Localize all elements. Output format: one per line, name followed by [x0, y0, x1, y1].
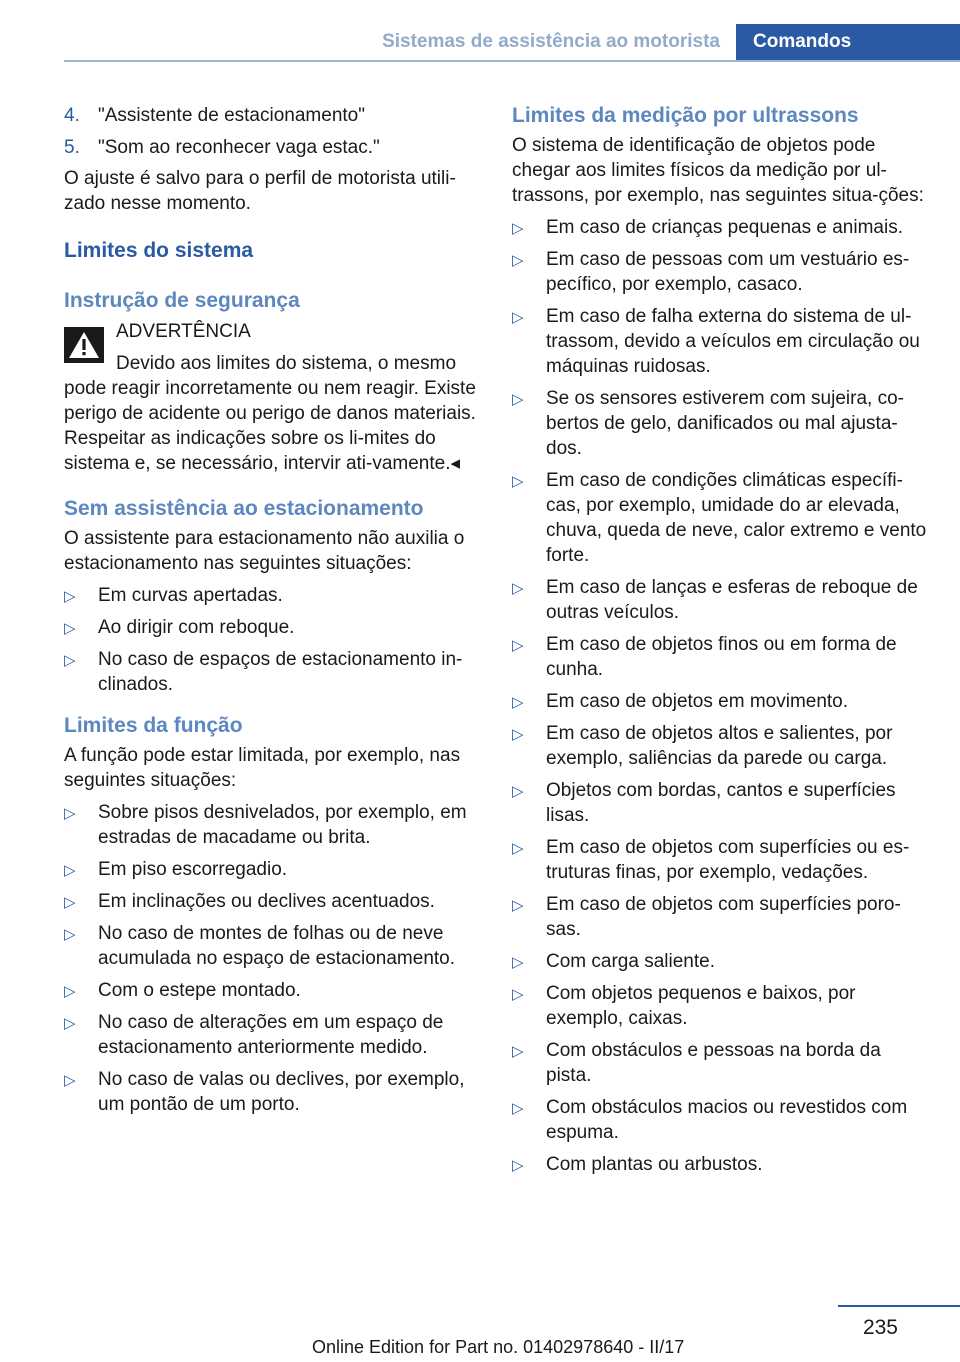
warning-text: Devido aos limites do sistema, o mesmo pode reagir incorretamente ou nem reagir. Existe perigo de acidente ou perigo de danos materiais. Respeitar as indicações sobre os li-mites do sistema e, se necessário, intervir ati-vamente.◂: [64, 353, 476, 474]
bullet-icon: ▷: [64, 620, 76, 637]
list-item: [512, 1152, 930, 1177]
bullet-icon: ▷: [64, 894, 76, 911]
list-item-text: Com objetos pequenos e baixos, por exemplo, caixas.: [546, 983, 856, 1029]
footer-rule: [838, 1305, 960, 1307]
list-item-text: Sobre pisos desnivelados, por exemplo, em estradas de macadame ou brita.: [98, 802, 467, 848]
bullet-icon: ▷: [64, 1015, 76, 1032]
list-item: [64, 583, 480, 608]
list-item: [512, 304, 930, 379]
list-item-text: Em caso de condições climáticas específi-cas, por exemplo, umidade do ar elevada, chuva, queda de neve, calor extremo e vento forte.: [546, 470, 927, 566]
list-item-text: Em caso de objetos finos ou em forma de cunha.: [546, 634, 897, 680]
list-item-text: Objetos com bordas, cantos e superfícies lisas.: [546, 780, 896, 826]
list-item-text: No caso de espaços de estacionamento in-clinados.: [98, 649, 463, 695]
list-item: [512, 721, 930, 771]
list-item-text: Em piso escorregadio.: [98, 859, 288, 880]
list-item-text: Em caso de pessoas com um vestuário es-pecífico, por exemplo, casaco.: [546, 249, 910, 295]
bullet-icon: ▷: [64, 862, 76, 879]
list-item-text: Com carga saliente.: [546, 951, 715, 972]
list-item-text: Com o estepe montado.: [98, 980, 301, 1001]
bullet-icon: ▷: [512, 580, 524, 597]
heading-ultrasound-limits: Limites da medição por ultrassons: [512, 104, 859, 127]
list-item: [512, 1038, 930, 1088]
list-item-text: No caso de valas ou declives, por exemplo, um pontão de um porto.: [98, 1069, 465, 1115]
bullet-icon: ▷: [512, 694, 524, 711]
list-item-text: Em caso de lanças e esferas de reboque de outras veículos.: [546, 577, 918, 623]
list-item-text: Em caso de crianças pequenas e animais.: [546, 217, 903, 238]
step-number: 5.: [64, 137, 80, 158]
list-item: [512, 247, 930, 297]
list-item: [512, 575, 930, 625]
list-item: [512, 1095, 930, 1145]
list-item-text: Em caso de objetos com superfícies ou es-truturas finas, por exemplo, vedações.: [546, 837, 910, 883]
page-number: 235: [862, 1316, 898, 1339]
bullet-icon: ▷: [512, 897, 524, 914]
list-item: [64, 889, 480, 914]
list-item-text: Em caso de objetos em movimento.: [546, 691, 849, 712]
list-item-text: Em caso de falha externa do sistema de ul-trassom, devido a veículos em circulação ou máquinas ruidosas.: [546, 306, 920, 377]
bullet-icon: ▷: [512, 954, 524, 971]
bullet-icon: ▷: [64, 983, 76, 1000]
header-section-title: Sistemas de assistência ao motorista: [382, 31, 720, 52]
list-item-text: Em caso de objetos com superfícies poro-sas.: [546, 894, 901, 940]
list-item: [512, 778, 930, 828]
no-assist-list: [64, 583, 480, 697]
list-item: [64, 800, 480, 850]
list-item: [512, 632, 930, 682]
ultrasound-intro: O sistema de identificação de objetos pode chegar aos limites físicos da medição por ul-trassons, por exemplo, nas seguintes situa-ções:: [512, 135, 924, 206]
header-rule: [64, 60, 960, 62]
bullet-icon: ▷: [512, 1100, 524, 1117]
left-column: [64, 103, 480, 1124]
function-limits-list: [64, 800, 480, 1117]
warning-title: ADVERTÊNCIA: [116, 321, 251, 342]
list-item-text: Com obstáculos e pessoas na borda da pista.: [546, 1040, 881, 1086]
bullet-icon: ▷: [64, 1072, 76, 1089]
bullet-icon: ▷: [64, 588, 76, 605]
list-item-text: Com obstáculos macios ou revestidos com espuma.: [546, 1097, 908, 1143]
bullet-icon: ▷: [512, 252, 524, 269]
list-item-text: Em curvas apertadas.: [98, 585, 283, 606]
bullet-icon: ▷: [512, 840, 524, 857]
list-item: [64, 978, 480, 1003]
function-intro: A função pode estar limitada, por exemplo, nas seguintes situações:: [64, 745, 461, 791]
list-item-text: Ao dirigir com reboque.: [98, 617, 295, 638]
step-number: 4.: [64, 105, 80, 126]
heading-no-parking-assist: Sem assistência ao estacionamento: [64, 497, 424, 520]
right-column: [512, 103, 930, 1184]
bullet-icon: ▷: [512, 726, 524, 743]
list-item-text: Em inclinações ou declives acentuados.: [98, 891, 435, 912]
header-chapter-tab: Comandos: [736, 24, 960, 62]
edition-note: Online Edition for Part no. 01402978640 - II/17: [312, 1337, 685, 1357]
step-text: "Som ao reconhecer vaga estac.": [98, 137, 380, 158]
list-item: [512, 949, 930, 974]
list-item: [512, 386, 930, 461]
list-item: [512, 689, 930, 714]
list-item: [512, 835, 930, 885]
list-item: [64, 921, 480, 971]
bullet-icon: ▷: [512, 220, 524, 237]
bullet-icon: ▷: [64, 652, 76, 669]
page-header: [64, 24, 960, 62]
list-item: [512, 215, 930, 240]
heading-safety-note: Instrução de segurança: [64, 289, 300, 312]
list-item: [512, 468, 930, 568]
list-item-text: No caso de montes de folhas ou de neve acumulada no espaço de estacionamento.: [98, 923, 456, 969]
heading-system-limits: Limites do sistema: [64, 239, 254, 262]
list-item-text: No caso de alterações em um espaço de estacionamento anteriormente medido.: [98, 1012, 444, 1058]
list-item-text: Com plantas ou arbustos.: [546, 1154, 763, 1175]
list-item: [64, 857, 480, 882]
no-assist-intro: O assistente para estacionamento não auxilia o estacionamento nas seguintes situações:: [64, 528, 465, 574]
list-item: [512, 892, 930, 942]
list-item: [64, 647, 480, 697]
list-item: [64, 103, 480, 128]
list-item: [512, 981, 930, 1031]
warning-block: [64, 319, 480, 476]
list-item: [64, 1010, 480, 1060]
steps-list: [64, 103, 480, 160]
bullet-icon: ▷: [512, 986, 524, 1003]
list-item-text: Em caso de objetos altos e salientes, por exemplo, saliências da parede ou carga.: [546, 723, 893, 769]
heading-function-limits: Limites da função: [64, 714, 243, 737]
bullet-icon: ▷: [512, 391, 524, 408]
bullet-icon: ▷: [512, 783, 524, 800]
bullet-icon: ▷: [512, 637, 524, 654]
bullet-icon: ▷: [512, 309, 524, 326]
settings-note: O ajuste é salvo para o perfil de motorista utili-zado nesse momento.: [64, 168, 456, 214]
bullet-icon: ▷: [64, 805, 76, 822]
list-item: [64, 615, 480, 640]
bullet-icon: ▷: [512, 1157, 524, 1174]
list-item: [64, 1067, 480, 1117]
bullet-icon: ▷: [512, 473, 524, 490]
bullet-icon: ▷: [512, 1043, 524, 1060]
step-text: "Assistente de estacionamento": [98, 105, 365, 126]
warning-icon: [64, 327, 104, 363]
list-item-text: Se os sensores estiverem com sujeira, co-bertos de gelo, danificados ou mal ajusta-dos.: [546, 388, 904, 459]
bullet-icon: ▷: [64, 926, 76, 943]
list-item: [64, 135, 480, 160]
ultrasound-limits-list: [512, 215, 930, 1177]
